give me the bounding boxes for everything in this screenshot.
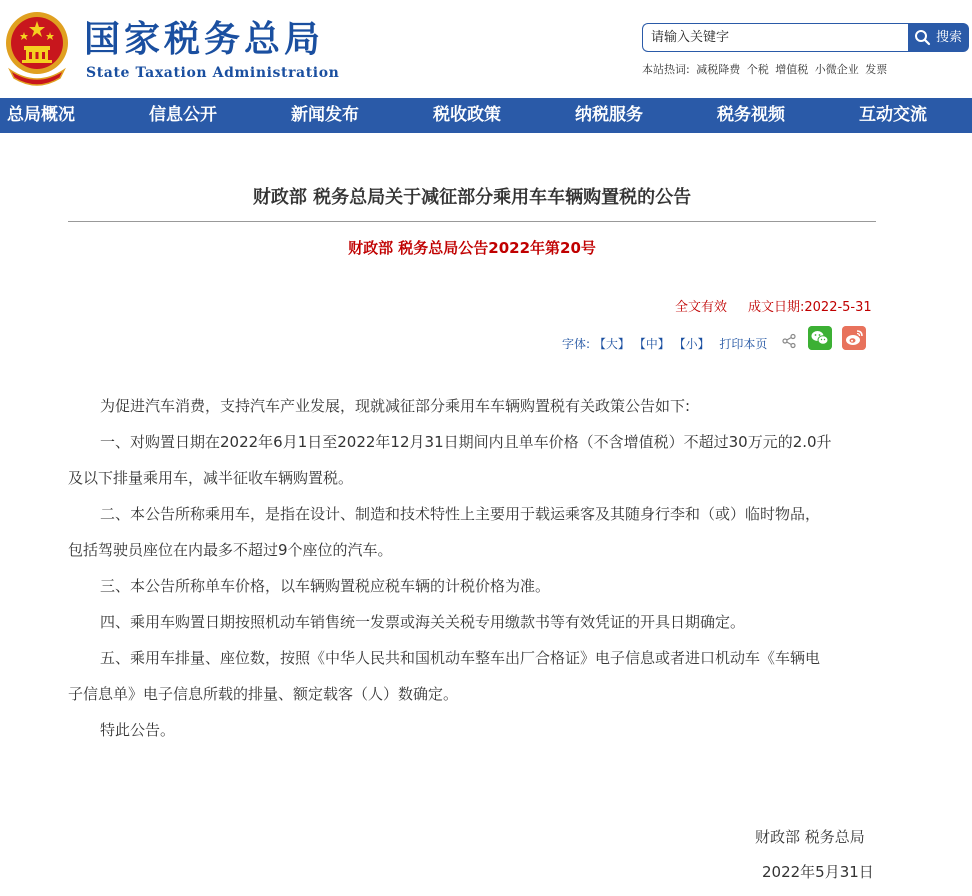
nav-item-tax-policy[interactable]: 税收政策 bbox=[433, 105, 501, 125]
nav-item-overview[interactable]: 总局概况 bbox=[7, 105, 75, 125]
font-size-label: 字体: bbox=[562, 337, 591, 351]
font-small-button[interactable]: 【小】 bbox=[673, 337, 710, 351]
clause-5-line-2: 子信息单》电子信息所载的排量、额定载客（人）数确定。 bbox=[68, 685, 459, 703]
nav-item-taxpayer-service[interactable]: 纳税服务 bbox=[575, 105, 643, 125]
clause-1-line-1: 一、对购置日期在2022年6月1日至2022年12月31日期间内且单车价格（不含增值税）不超过30万元的2.0升 bbox=[100, 433, 832, 451]
hot-words-label: 本站热词: bbox=[642, 63, 690, 76]
search-button-label: 搜索 bbox=[935, 30, 962, 45]
nav-item-tax-video[interactable]: 税务视频 bbox=[717, 105, 785, 125]
hot-word-link[interactable]: 减税降费 bbox=[696, 63, 741, 76]
article-tools bbox=[562, 335, 767, 352]
clause-4: 四、乘用车购置日期按照机动车销售统一发票或海关关税专用缴款书等有效凭证的开具日期确定。 bbox=[100, 613, 746, 631]
nav-item-info-disclosure[interactable]: 信息公开 bbox=[149, 105, 217, 125]
clause-2-line-2: 包括驾驶员座位在内最多不超过9个座位的汽车。 bbox=[68, 541, 393, 559]
search-icon bbox=[914, 29, 931, 46]
intro-paragraph: 为促进汽车消费，支持汽车产业发展，现就减征部分乘用车车辆购置税有关政策公告如下: bbox=[100, 397, 691, 415]
clause-5-line-1: 五、乘用车排量、座位数，按照《中华人民共和国机动车整车出厂合格证》电子信息或者进口机动车《车辆电 bbox=[100, 649, 821, 667]
site-header bbox=[0, 0, 972, 98]
search-input[interactable] bbox=[642, 23, 910, 52]
main-nav bbox=[0, 98, 972, 133]
clause-3: 三、本公告所称单车价格，以车辆购置税应税车辆的计税价格为准。 bbox=[100, 577, 551, 595]
nav-item-news[interactable]: 新闻发布 bbox=[291, 105, 359, 125]
search-button[interactable] bbox=[908, 23, 969, 52]
hot-word-link[interactable]: 个税 bbox=[746, 63, 769, 76]
validity-status: 全文有效 bbox=[675, 300, 728, 315]
hot-word-link[interactable]: 小微企业 bbox=[814, 63, 859, 76]
signature-date: 2022年5月31日 bbox=[762, 863, 874, 881]
print-button[interactable]: 打印本页 bbox=[719, 337, 768, 351]
clause-1-line-2: 及以下排量乘用车，减半征收车辆购置税。 bbox=[68, 469, 354, 487]
weibo-share-icon[interactable] bbox=[842, 326, 866, 350]
title-divider bbox=[68, 221, 876, 222]
clause-2-line-1: 二、本公告所称乘用车，是指在设计、制造和技术特性上主要用于载运乘客及其随身行李和（或）临时物品， bbox=[100, 505, 821, 523]
hot-word-link[interactable]: 发票 bbox=[865, 63, 888, 76]
hot-word-link[interactable]: 增值税 bbox=[775, 63, 809, 76]
signature-organization: 财政部 税务总局 bbox=[755, 828, 865, 846]
document-date: 成文日期:2022-5-31 bbox=[748, 300, 872, 315]
national-emblem-icon bbox=[4, 8, 70, 86]
font-large-button[interactable]: 【大】 bbox=[593, 337, 630, 351]
site-subtitle: State Taxation Administration bbox=[86, 65, 340, 81]
document-number: 财政部 税务总局公告2022年第20号 bbox=[348, 239, 596, 257]
nav-item-interaction[interactable]: 互动交流 bbox=[859, 105, 927, 125]
hot-words-bar bbox=[642, 61, 887, 77]
font-medium-button[interactable]: 【中】 bbox=[633, 337, 670, 351]
wechat-share-icon[interactable] bbox=[808, 326, 832, 350]
article-title: 财政部 税务总局关于减征部分乘用车车辆购置税的公告 bbox=[252, 187, 692, 208]
site-title: 国家税务总局 bbox=[84, 19, 325, 60]
share-icon[interactable] bbox=[781, 333, 797, 349]
closing-paragraph: 特此公告。 bbox=[100, 721, 176, 739]
